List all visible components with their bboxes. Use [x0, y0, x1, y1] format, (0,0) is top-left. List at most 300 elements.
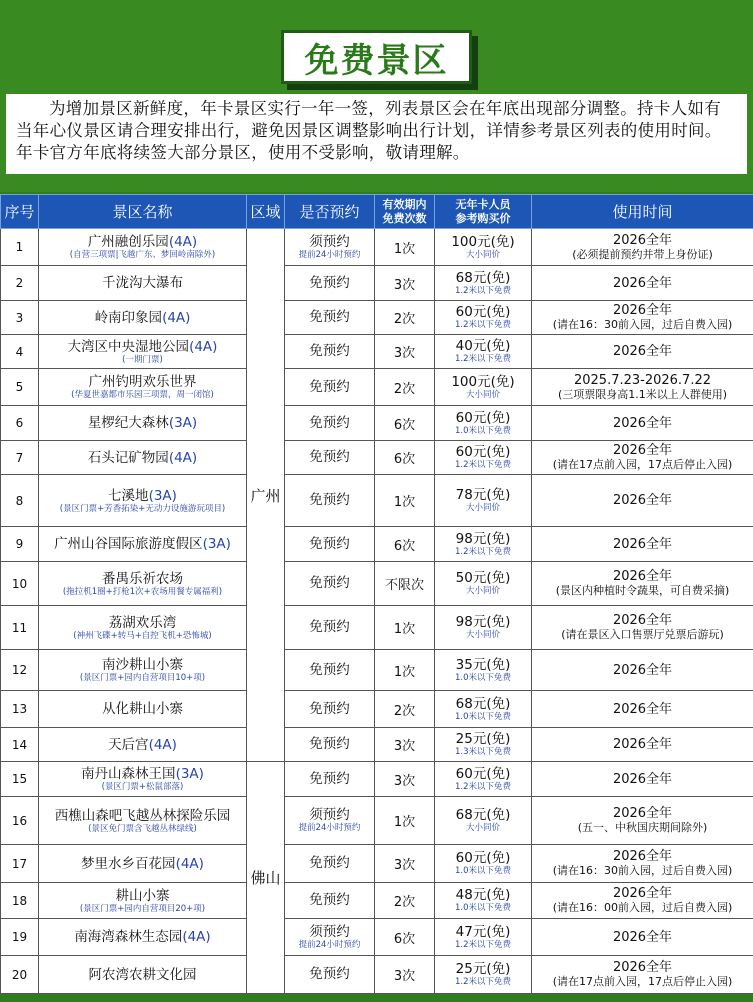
header-name: 景区名称 — [39, 195, 247, 229]
cell-times: 3次 — [375, 762, 435, 797]
cell-no: 15 — [1, 762, 39, 797]
table-row — [1, 229, 753, 266]
cell-price — [435, 527, 532, 562]
booking-text: 免预约 — [309, 535, 350, 552]
table-row — [1, 883, 753, 919]
price-text: 47元(免) — [455, 923, 511, 940]
cell-time — [532, 606, 753, 650]
price-text: 78元(免) — [455, 487, 511, 503]
cell-time — [532, 301, 753, 335]
scenic-name — [39, 856, 246, 872]
cell-times: 6次 — [375, 919, 435, 956]
cell-name — [39, 266, 247, 301]
time-sub: (请在16：30前入园，过后自费入园) — [552, 318, 733, 331]
cell-name — [39, 475, 247, 527]
cell-name — [39, 883, 247, 919]
time-text: 2026全年 — [612, 536, 673, 552]
scenic-name-text: 番禺乐祈农场 — [102, 570, 183, 587]
price-sub: 1.2米以下免费 — [454, 546, 512, 557]
scenic-name — [39, 310, 246, 326]
cell-times: 2次 — [375, 301, 435, 335]
cell-times: 1次 — [375, 475, 435, 527]
scenic-name-text: 岭南印象园 — [94, 309, 163, 326]
price-sub: 1.2米以下免费 — [454, 781, 512, 792]
cell-no: 19 — [1, 919, 39, 956]
time-text: 2025.7.23-2026.7.22 — [573, 372, 711, 388]
table-row — [1, 762, 753, 797]
scenic-level: (4A) — [148, 736, 177, 753]
cell-name — [39, 845, 247, 883]
cell-no: 20 — [1, 956, 39, 994]
scenic-sub: (景区免门票含飞越丛林绿线) — [88, 823, 197, 834]
time-text: 2026全年 — [612, 960, 673, 975]
cell-booking — [285, 691, 375, 728]
booking-text: 须预约 — [309, 923, 350, 940]
cell-price — [435, 883, 532, 919]
header-price — [435, 195, 532, 229]
price-sub: 1.0米以下免费 — [454, 711, 512, 722]
cell-time — [532, 441, 753, 475]
time-text: 2026全年 — [612, 303, 673, 318]
price-text: 68元(免) — [455, 807, 511, 823]
cell-times: 2次 — [375, 883, 435, 919]
cell-no: 14 — [1, 728, 39, 762]
cell-times: 3次 — [375, 335, 435, 369]
cell-booking — [285, 797, 375, 845]
scenic-name — [39, 571, 246, 587]
cell-times: 3次 — [375, 845, 435, 883]
cell-name — [39, 562, 247, 606]
scenic-name-text: 从化耕山小寨 — [102, 701, 183, 717]
price-text: 60元(免) — [455, 409, 511, 426]
cell-price — [435, 475, 532, 527]
time-sub: (请在16：30前入园，过后自费入园) — [552, 864, 733, 877]
cell-no: 4 — [1, 335, 39, 369]
booking-text: 免预约 — [309, 619, 350, 635]
table-row — [1, 691, 753, 728]
booking-text: 免预约 — [309, 966, 350, 982]
scenic-sub: (景区门票+松鼠部落) — [101, 782, 184, 792]
table-row — [1, 475, 753, 527]
booking-text: 免预约 — [309, 892, 350, 908]
scenic-name — [39, 488, 246, 504]
time-sub: (必须提前预约并带上身份证) — [572, 247, 713, 261]
booking-text: 免预约 — [309, 378, 350, 395]
cell-time — [532, 956, 753, 994]
cell-booking — [285, 527, 375, 562]
time-text: 2026全年 — [612, 569, 673, 584]
price-text: 48元(免) — [455, 887, 511, 903]
cell-booking — [285, 762, 375, 797]
header-times — [375, 195, 435, 229]
cell-no: 8 — [1, 475, 39, 527]
cell-price — [435, 406, 532, 441]
scenic-name-text: 阿农湾农耕文化园 — [88, 966, 197, 983]
cell-booking — [285, 229, 375, 266]
time-sub: (请在17点前入园，17点后停止入园) — [552, 975, 733, 988]
cell-time — [532, 562, 753, 606]
price-text: 35元(免) — [455, 656, 511, 673]
time-text: 2026全年 — [612, 929, 673, 945]
scenic-name-text: 大湾区中央湿地公园 — [67, 338, 190, 355]
scenic-name-text: 天后宫 — [108, 736, 149, 753]
cell-price — [435, 650, 532, 691]
cell-time — [532, 691, 753, 728]
cell-name — [39, 728, 247, 762]
cell-no: 6 — [1, 406, 39, 441]
cell-name — [39, 762, 247, 797]
cell-times: 不限次 — [375, 562, 435, 606]
scenic-name — [39, 339, 246, 355]
booking-text: 免预约 — [309, 414, 350, 431]
scenic-name-text: 广州融创乐园 — [87, 234, 169, 250]
price-sub: 1.2米以下免费 — [454, 354, 512, 364]
cell-times: 3次 — [375, 956, 435, 994]
time-text: 2026全年 — [612, 806, 673, 821]
scenic-level: (4A) — [189, 338, 218, 355]
scenic-sub: (一期门票) — [122, 354, 163, 365]
scenic-name-text: 南丹山森林王国 — [81, 766, 176, 782]
table-row — [1, 301, 753, 335]
time-sub: (请在景区入口售票厅兑票后游玩) — [561, 628, 724, 641]
table-row — [1, 335, 753, 369]
scenic-level: (4A) — [168, 234, 198, 250]
booking-sub: 提前24小时预约 — [298, 939, 361, 950]
cell-no: 5 — [1, 369, 39, 406]
table-row — [1, 919, 753, 956]
table-row — [1, 797, 753, 845]
cell-booking — [285, 406, 375, 441]
table-row — [1, 527, 753, 562]
price-sub: 1.2米以下免费 — [454, 977, 512, 987]
header-banner — [0, 0, 753, 192]
price-text: 40元(免) — [455, 338, 511, 354]
header-times-l1: 有效期内 — [382, 197, 427, 211]
cell-times: 1次 — [375, 229, 435, 266]
time-sub: (请在17点前入园，17点后停止入园) — [552, 458, 733, 471]
scenic-name-text: 南海湾森林生态园 — [74, 929, 183, 945]
price-sub: 1.0米以下免费 — [454, 866, 512, 876]
cell-booking — [285, 845, 375, 883]
scenic-name — [39, 808, 246, 824]
cell-name — [39, 527, 247, 562]
cell-times: 3次 — [375, 728, 435, 762]
scenic-name-text: 石头记矿物园 — [87, 449, 169, 466]
price-sub: 大小同价 — [465, 503, 500, 513]
cell-price — [435, 728, 532, 762]
price-sub: 1.2米以下免费 — [454, 460, 512, 470]
cell-times: 6次 — [375, 527, 435, 562]
booking-text: 免预约 — [309, 449, 350, 465]
page-title: 免费景区 — [304, 40, 449, 81]
scenic-sub: (自营三项票|飞越广东、梦回岭南除外) — [69, 250, 216, 260]
price-text: 100元(免) — [451, 233, 515, 250]
price-text: 25元(免) — [455, 731, 511, 747]
cell-no: 16 — [1, 797, 39, 845]
price-text: 98元(免) — [455, 614, 511, 630]
price-sub: 1.0米以下免费 — [454, 425, 512, 436]
cell-price — [435, 266, 532, 301]
cell-name — [39, 229, 247, 266]
time-text: 2026全年 — [612, 275, 673, 291]
scenic-name-text: 广州钓明欢乐世界 — [88, 374, 197, 390]
header-time: 使用时间 — [532, 195, 753, 229]
scenic-sub: (景区门票+园内自营项目10+项) — [79, 673, 206, 683]
price-text: 60元(免) — [455, 765, 511, 782]
booking-text: 免预约 — [309, 855, 350, 871]
cell-times: 3次 — [375, 266, 435, 301]
time-text: 2026全年 — [612, 613, 673, 628]
notice-text: 为增加景区新鲜度，年卡景区实行一年一签，列表景区会在年底出现部分调整。持卡人如有当年心仪景区请合理安排出行，避免因景区调整影响出行计划，详情参考景区列表的使用时间。年卡官方年底将续签大部分景区，使用不受影响，敬请理解。 — [6, 94, 747, 174]
header-no: 序号 — [1, 195, 39, 229]
scenic-level: (4A) — [175, 855, 204, 872]
time-text: 2026全年 — [612, 849, 673, 864]
booking-text: 免预约 — [309, 309, 350, 325]
scenic-sub: (景区门票+芳香拓染+无动力设施游玩项目) — [59, 503, 226, 514]
cell-price — [435, 845, 532, 883]
scenic-name — [39, 737, 246, 753]
scenic-name-text: 星椤纪大森林 — [87, 415, 169, 431]
header-booking: 是否预约 — [285, 195, 375, 229]
booking-text: 免预约 — [309, 575, 350, 591]
cell-price — [435, 919, 532, 956]
price-text: 60元(免) — [455, 304, 511, 320]
scenic-level: (3A) — [148, 487, 177, 504]
booking-sub: 提前24小时预约 — [298, 249, 361, 260]
cell-booking — [285, 301, 375, 335]
price-sub: 1.2米以下免费 — [454, 285, 512, 296]
cell-booking — [285, 441, 375, 475]
cell-name — [39, 691, 247, 728]
cell-price — [435, 762, 532, 797]
price-text: 68元(免) — [455, 269, 511, 286]
booking-text: 免预约 — [309, 343, 350, 359]
title-box — [281, 30, 472, 84]
price-sub: 大小同价 — [465, 630, 500, 640]
region-cell-guangzhou: 广州 — [247, 229, 285, 762]
scenic-name-text: 荔湖欢乐湾 — [108, 614, 177, 631]
cell-name — [39, 956, 247, 994]
price-sub: 1.2米以下免费 — [454, 939, 512, 950]
table-row — [1, 728, 753, 762]
cell-price — [435, 691, 532, 728]
scenic-name — [39, 615, 246, 631]
time-text: 2026全年 — [612, 886, 673, 901]
scenic-name — [39, 536, 246, 552]
cell-booking — [285, 266, 375, 301]
time-text: 2026全年 — [612, 701, 673, 717]
time-text: 2026全年 — [612, 344, 673, 359]
price-sub: 大小同价 — [465, 823, 500, 833]
cell-name — [39, 797, 247, 845]
cell-name — [39, 369, 247, 406]
scenic-name-text: 梦里水乡百花园 — [81, 855, 176, 872]
cell-booking — [285, 562, 375, 606]
cell-booking — [285, 606, 375, 650]
cell-no: 10 — [1, 562, 39, 606]
cell-name — [39, 406, 247, 441]
price-sub: 大小同价 — [465, 586, 500, 596]
time-sub: (五一、中秋国庆期间除外) — [577, 821, 708, 834]
table-row — [1, 266, 753, 301]
scenic-name — [39, 929, 246, 945]
scenic-name-text: 广州山谷国际旅游度假区 — [54, 536, 203, 552]
cell-booking — [285, 728, 375, 762]
booking-text: 免预约 — [309, 770, 350, 787]
scenic-level: (4A) — [182, 929, 211, 945]
cell-time — [532, 919, 753, 956]
scenic-sub: (景区门票+园内自营项目20+项) — [79, 903, 206, 914]
scenic-name — [39, 415, 246, 431]
price-sub: 1.0米以下免费 — [454, 903, 512, 913]
time-text: 2026全年 — [612, 662, 673, 678]
cell-no: 13 — [1, 691, 39, 728]
time-sub: (景区内种植时令蔬果，可自费采摘) — [555, 584, 730, 597]
time-text: 2026全年 — [612, 493, 673, 508]
cell-no: 18 — [1, 883, 39, 919]
price-text: 60元(免) — [455, 850, 511, 866]
cell-name — [39, 441, 247, 475]
price-sub: 1.3米以下免费 — [454, 747, 512, 757]
cell-times: 1次 — [375, 650, 435, 691]
scenic-sub: (华夏世嘉都市乐园三项票，周一闭馆) — [71, 390, 214, 400]
scenic-name — [39, 888, 246, 904]
cell-time — [532, 797, 753, 845]
cell-price — [435, 369, 532, 406]
scenic-level: (3A) — [168, 415, 198, 431]
table-row — [1, 606, 753, 650]
booking-text: 须预约 — [309, 233, 350, 250]
cell-time — [532, 266, 753, 301]
table-row — [1, 441, 753, 475]
cell-no: 11 — [1, 606, 39, 650]
cell-name — [39, 919, 247, 956]
time-sub: (三项票限身高1.1米以上人群使用) — [557, 387, 728, 401]
cell-no: 2 — [1, 266, 39, 301]
booking-text: 免预约 — [309, 661, 350, 678]
cell-time — [532, 762, 753, 797]
scenic-name-text: 耕山小寨 — [115, 887, 170, 904]
table-row — [1, 562, 753, 606]
cell-time — [532, 883, 753, 919]
cell-price — [435, 441, 532, 475]
cell-time — [532, 527, 753, 562]
scenic-name-text: 西樵山森吧飞越丛林探险乐园 — [54, 807, 231, 824]
cell-booking — [285, 475, 375, 527]
booking-text: 免预约 — [309, 274, 350, 291]
cell-booking — [285, 369, 375, 406]
cell-no: 9 — [1, 527, 39, 562]
scenic-name-text: 南沙耕山小寨 — [102, 657, 183, 673]
cell-price — [435, 335, 532, 369]
scenic-level: (3A) — [202, 536, 231, 552]
scenic-sub: (神州飞碟+转马+自控飞机+恐怖城) — [73, 630, 212, 641]
booking-text: 免预约 — [309, 492, 350, 508]
scenic-name — [39, 374, 246, 390]
time-text: 2026全年 — [612, 771, 673, 787]
booking-sub: 提前24小时预约 — [298, 823, 361, 833]
cell-time — [532, 369, 753, 406]
header-region: 区域 — [247, 195, 285, 229]
price-text: 25元(免) — [455, 961, 511, 977]
cell-time — [532, 335, 753, 369]
scenic-name-text: 七溪地 — [108, 487, 149, 504]
table-row — [1, 956, 753, 994]
table-header-row — [1, 195, 753, 229]
cell-name — [39, 335, 247, 369]
header-times-l2: 免费次数 — [382, 211, 427, 225]
scenic-name-text: 千泷沟大瀑布 — [102, 275, 183, 291]
header-price-l2: 参考购买价 — [455, 211, 511, 225]
cell-no: 17 — [1, 845, 39, 883]
cell-booking — [285, 883, 375, 919]
scenic-table — [0, 194, 753, 994]
cell-no: 7 — [1, 441, 39, 475]
cell-name — [39, 650, 247, 691]
cell-no: 3 — [1, 301, 39, 335]
cell-times: 2次 — [375, 369, 435, 406]
scenic-name — [39, 701, 246, 717]
price-sub: 1.0米以下免费 — [454, 672, 512, 683]
price-text: 98元(免) — [455, 530, 511, 547]
time-sub: (请在16：00前入园，过后自费入园) — [552, 901, 733, 914]
scenic-name — [39, 657, 246, 673]
cell-times: 2次 — [375, 691, 435, 728]
price-text: 50元(免) — [455, 570, 511, 586]
table-row — [1, 406, 753, 441]
time-text: 2026全年 — [612, 415, 673, 431]
scenic-name — [39, 450, 246, 466]
price-sub: 大小同价 — [465, 389, 500, 400]
scenic-name — [39, 275, 246, 291]
cell-time — [532, 845, 753, 883]
cell-times: 1次 — [375, 797, 435, 845]
price-text: 100元(免) — [451, 373, 515, 390]
scenic-level: (3A) — [175, 766, 204, 782]
table-row — [1, 369, 753, 406]
price-sub: 大小同价 — [465, 249, 500, 260]
cell-time — [532, 728, 753, 762]
cell-time — [532, 406, 753, 441]
cell-booking — [285, 919, 375, 956]
cell-price — [435, 229, 532, 266]
cell-price — [435, 301, 532, 335]
price-sub: 1.2米以下免费 — [454, 320, 512, 330]
cell-price — [435, 797, 532, 845]
cell-name — [39, 301, 247, 335]
scenic-sub: (拖拉机1圈+打枪1次+农场用餐专属福利) — [62, 586, 223, 597]
scenic-name — [39, 766, 246, 782]
price-text: 68元(免) — [455, 695, 511, 712]
scenic-name — [39, 967, 246, 983]
time-text: 2026全年 — [612, 232, 673, 248]
time-text: 2026全年 — [612, 737, 673, 752]
table-row — [1, 650, 753, 691]
cell-booking — [285, 956, 375, 994]
cell-booking — [285, 650, 375, 691]
cell-booking — [285, 335, 375, 369]
booking-text: 免预约 — [309, 736, 350, 752]
cell-no: 1 — [1, 229, 39, 266]
header-price-l1: 无年卡人员 — [455, 197, 511, 211]
cell-price — [435, 606, 532, 650]
cell-no: 12 — [1, 650, 39, 691]
cell-time — [532, 229, 753, 266]
scenic-level: (4A) — [168, 449, 198, 466]
cell-name — [39, 606, 247, 650]
region-cell-foshan: 佛山 — [247, 762, 285, 994]
cell-times: 1次 — [375, 606, 435, 650]
